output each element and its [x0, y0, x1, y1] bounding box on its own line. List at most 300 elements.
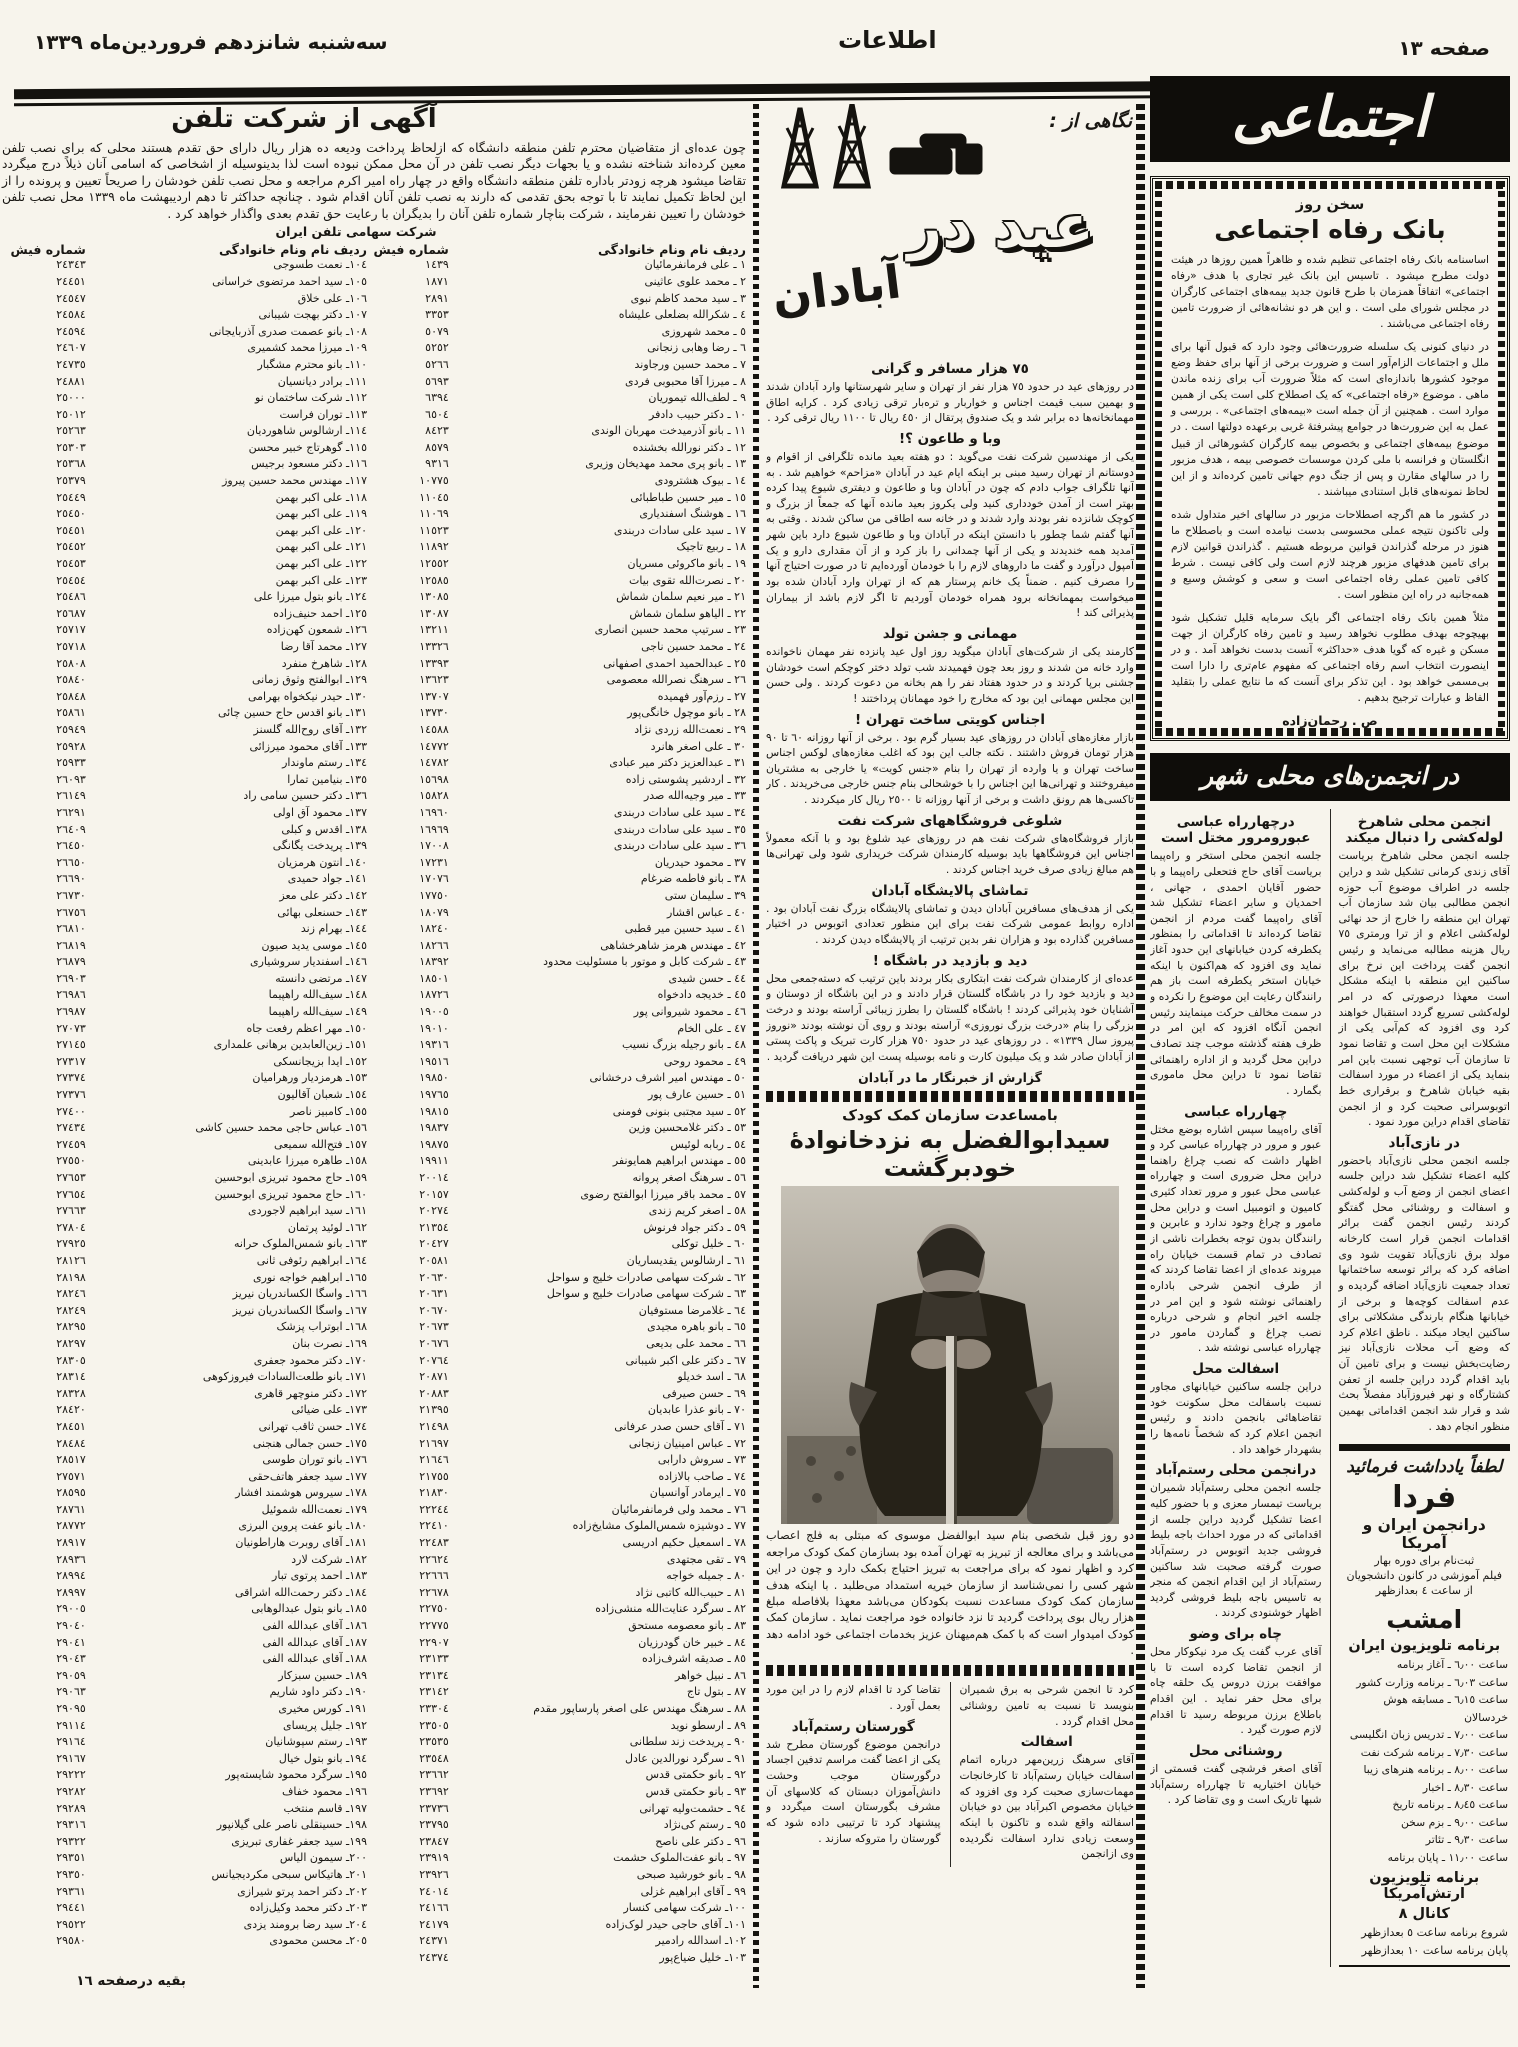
subscriber-name: ٦٥ ـ بانو باهره مجیدی: [647, 1320, 746, 1334]
subscriber-name: ۱۳٤ـ رستم ماوندار: [282, 756, 367, 770]
fiche-number: ۱۳۲۱۱: [419, 623, 449, 637]
fiche-number: ۲٦٦۹۰: [56, 872, 86, 886]
fiche-number: ۹۳۱٦: [425, 457, 449, 471]
fiche-number: ۲۸۳۰٥: [56, 1353, 86, 1367]
table-row: [2, 473, 746, 490]
feature-section: [766, 883, 1134, 948]
fiche-number: ۲۲۹۰۷: [419, 1635, 449, 1649]
fiche-number: ۲۷٦٥۳: [56, 1171, 86, 1184]
subscriber-name: ۱۱۷ـ مهندس محمد حسین پیروز: [222, 474, 367, 488]
child-article-kicker: بامساعدت سازمان کمک کودک: [842, 1108, 1058, 1125]
fiche-number: ۱۸۰۷۹: [419, 905, 449, 919]
fiche-number: ۲٥۳۰۳: [56, 440, 86, 454]
tv-schedule-item: ساعت ۱۱٫۰۰ ـ پایان برنامه: [1387, 1850, 1508, 1864]
section-heading: شلوغی فروشگاههای شرکت نفت: [837, 812, 1063, 829]
section-body: بازار فروشگاه‌های شرکت نفت هم در روزهای عید شلوغ بود و با آنکه معمولاً اجناس این فروشگاهها باید بوسیله کارمندان شرکت خریداری شود ولی تهرانی‌ها هم مبالغ زیادی صرف خرید اجناس کردند .: [766, 831, 1134, 877]
table-row: [2, 1535, 746, 1552]
table-row: [2, 938, 746, 955]
fiche-number: ۲۷۹۲٥: [56, 1237, 86, 1251]
subscriber-name: ۱۳٥ـ بنیامین تمارا: [287, 772, 367, 786]
subscriber-name: ۱۸۹ـ حسین سبزکار: [278, 1668, 367, 1682]
fiche-number: ۲۷٤۳٤: [56, 1121, 86, 1135]
fiche-number: ۲٤۷۳٥: [56, 357, 86, 371]
fiche-number: ۲۲٦٦٦: [419, 1569, 449, 1583]
subscriber-name: ۱۳۲ـ آقای روح‌الله گلسنز: [253, 722, 367, 736]
fiche-number: ۸٥۷۹: [425, 440, 449, 454]
table-row: [2, 407, 746, 424]
fiche-number: ۲٤۸۸۱: [56, 374, 86, 388]
ornament-divider: [766, 1665, 1134, 1676]
table-row: [2, 307, 746, 324]
fiche-number: ۲٥۳۷۹: [56, 474, 86, 488]
subscriber-name: ۲۰٥ـ محسن محمودی: [269, 1934, 367, 1948]
table-row: [2, 1734, 746, 1751]
subscriber-name: ۲۰۱ـ هاتیکاس سبحی مکردیجیانس: [211, 1867, 367, 1881]
subscriber-name: ۱۱٦ـ دکتر مسعود برجیس: [251, 457, 367, 471]
subscriber-name: ۷۷ ـ دوشیزه شمس‌الملوک مشایخ‌زاده: [572, 1519, 746, 1533]
council-body: آقای اصغر فرشچی گفت قسمتی از خیابان اختیاریه تا چهارراه رستم‌آباد شبها تاریک است و وی تقاضا کرد .: [1150, 1761, 1322, 1807]
fiche-number: ۲۸٤۲۰: [56, 1403, 86, 1417]
feature-section: [766, 813, 1134, 878]
subscriber-name: ۱۱۳ـ توران فراست: [279, 407, 367, 421]
council-heading: درچهارراه عباسی عبورومرور مختل است: [1160, 814, 1311, 847]
subscriber-name: ۱۲٤ـ بانو بتول میرزا علی: [253, 590, 367, 604]
subscriber-name: ۱٦۳ـ بانو شمس‌الملوک حرانه: [233, 1237, 367, 1251]
section-heading: اجناس کویتی ساخت تهران !: [855, 711, 1045, 728]
subscriber-name: ۷۹ ـ تقی مجتهدی: [666, 1552, 746, 1566]
section-heading: دید و بازدید در باشگاه !: [872, 952, 1028, 969]
subscriber-name: ۲۷ ـ رزم‌آور فهمیده: [657, 689, 746, 703]
table-row: [2, 1518, 746, 1535]
subscriber-name: ۹۱ ـ سرگرد نورالدین عادل: [624, 1751, 746, 1765]
council-heading: روشنائی محل: [1188, 1742, 1283, 1759]
subscriber-name: ۱۹۲ـ جلیل پریسای: [282, 1718, 367, 1732]
news-item: [766, 1719, 941, 1846]
fiche-number: ۲٤٦۰۷: [56, 341, 86, 355]
table-row: [2, 440, 746, 457]
fiche-number: ۲٥۸٤۸: [56, 689, 86, 703]
fiche-number: ۱۸۲٤۰: [419, 922, 449, 936]
fiche-number: [2, 1950, 86, 1967]
fiche-number: ۲٥۷۱۸: [56, 640, 86, 653]
table-row: [2, 1867, 746, 1884]
subscriber-name: ۱۸۷ـ آقای عبدالله الفی: [262, 1635, 367, 1649]
subscriber-name: ۱۰۱ـ آقای حاجی حیدر لوک‌زاده: [605, 1917, 746, 1931]
table-row: [2, 1767, 746, 1784]
subscriber-name: ۱۲٥ـ احمد حنیف‌زاده: [273, 606, 367, 620]
tv-schedule-item: ساعت ٦٫۰۰ ـ آغاز برنامه: [1396, 1658, 1508, 1672]
fiche-number: ۲۳۷۳٦: [419, 1801, 449, 1815]
subscriber-name: ٥۹ ـ دکتر جواد فرنوش: [643, 1220, 746, 1234]
fiche-number: ۲۸۳۲۸: [56, 1386, 86, 1400]
dotted-column-separator: [753, 104, 759, 1988]
reminder-lines: [1341, 1554, 1509, 1597]
subscriber-name: ۱٥۱ـ زین‌العابدین برهانی علمداری: [213, 1038, 367, 1052]
subscriber-name: ۷٦ ـ محمد ولی فرمانفرمائیان: [611, 1502, 746, 1516]
table-row: [2, 523, 746, 540]
subscriber-name: ۱۱٥ـ گوهرتاج خبیر محسن: [248, 440, 367, 454]
fiche-number: ٦٥۰٤: [425, 407, 449, 421]
table-row: [2, 573, 746, 590]
social-section-banner: اجتماعی: [1150, 76, 1510, 162]
fiche-number: ۱۹۳۱٦: [419, 1038, 449, 1052]
fiche-number: ۲۰٦۷۳: [419, 1320, 449, 1334]
social-column: [1150, 76, 1510, 1994]
table-row: [2, 1850, 746, 1867]
table-row: [2, 1220, 746, 1237]
fiche-number: ۲٦۸۱۹: [56, 938, 86, 952]
fiche-number: ۲٦۲۹۱: [56, 805, 86, 819]
fiche-number: ۲٤۱٦٦: [419, 1901, 449, 1915]
council-body: جلسه انجمن محلی استخر و راه‌پیما بریاست آقای حاج فتحعلی راه‌پیما و با حضور آقایان احمدی ، جهانی ، احمدیان و سایر اعضاء تشکیل شد آقای راه‌پیما گفت مردم از انجمن تقاضا کرده‌اند تا اقداماتی را بمنظور یکطرفه کردن خیابانهای این حدود آغاز نماید وی افزود که هم‌اکنون با اینکه خیابان استخر یکطرفه است باز هم رانندگان رعایت این موضوع را نکرده و در سمت مخالف حرکت مینمایند رئیس انجمن آنگاه افزود که این امر در ظرف هفته گذشته موجب چند تصادف دراین محل گردید و از اداره راهنمائی تقاضا نمود تا دراین محل ماموری بگمارد .: [1150, 849, 1322, 1097]
council-heading: درانجمن محلی رستم‌آباد: [1155, 1462, 1317, 1479]
subscriber-name: ۱۲۷ـ محمد آقا رضا: [280, 640, 367, 653]
subscriber-name: ۱۹۹ـ سید جعفر غفاری تبریزی: [231, 1834, 367, 1848]
fiche-number: ۲۰۷٦٤: [419, 1353, 449, 1367]
subscriber-name: ۹ ـ لطف‌الله تیموریان: [648, 391, 746, 405]
table-row: [2, 689, 746, 706]
fiche-number: ۱٤۷۸۲: [419, 756, 449, 770]
word-of-the-day-box: [1150, 176, 1510, 741]
paper-title: اطلاعات: [838, 26, 937, 54]
fiche-number: ۲۹۰٤۰: [56, 1619, 86, 1633]
subscriber-name: ۱٤۷ـ مرتضی دانسته: [275, 971, 367, 985]
table-row: [2, 1668, 746, 1685]
table-row: [2, 1104, 746, 1121]
subscriber-name: ۱٦٥ـ ابراهیم خواجه نوری: [252, 1270, 367, 1284]
table-row: [2, 1684, 746, 1701]
subscriber-name: ٤٦ ـ محمود شیروانی پور: [633, 1005, 746, 1019]
fiche-number: ۱۹٥۱٦: [419, 1054, 449, 1068]
fiche-number: ۲٥٤٥۰: [56, 507, 86, 521]
subscriber-name: ۱٦۸ـ ابوتراب پزشک: [276, 1320, 367, 1334]
fiche-number: ۲٤۱۷۹: [419, 1917, 449, 1931]
subscriber-name: ۱۷۹ـ نعمت‌الله شموئیل: [261, 1502, 367, 1516]
fiche-number: ۲۹۲۸۹: [56, 1801, 86, 1815]
fiche-number: ۲۱٦٤٦: [419, 1453, 449, 1467]
subscriber-name: ۱۸٥ـ بانو بتول عبدالوهابی: [251, 1602, 367, 1616]
fiche-number: ۲۳٥۰٥: [419, 1718, 449, 1732]
table-row: [2, 1087, 746, 1104]
ornament-border-bottom: [1155, 728, 1505, 736]
subscriber-name: ٤۷ ـ علی الخام: [677, 1021, 746, 1035]
reminder-line: فیلم آموزشی در کانون دانشجویان: [1346, 1569, 1503, 1583]
fiche-number: ۲۷۱٤٥: [56, 1038, 86, 1052]
fiche-number: ۲٥۹۲۸: [56, 739, 86, 753]
fiche-number: ۲٦٤۰۹: [56, 822, 86, 836]
table-row: [2, 1070, 746, 1087]
council-article: [1150, 1626, 1322, 1738]
fiche-number: ۲۹۱٦٤: [56, 1735, 86, 1749]
subscriber-name: ۱۷٤ـ حسن ثاقب تهرانی: [258, 1419, 367, 1433]
tv-schedule-item: ساعت ۸٫٤٥ ـ برنامه تاریخ: [1392, 1798, 1508, 1812]
subscriber-name: ۱۰۳ـ خلیل ضیاع‌پور: [659, 1950, 746, 1964]
fiche-number: ٥۰۷۹: [425, 324, 449, 338]
fiche-number: ۲۹٥۸۰: [56, 1934, 86, 1948]
subscriber-name: ٤۰ ـ عباس اقشار: [667, 905, 746, 919]
fiche-number: ۲٥۲٦۳: [56, 424, 86, 438]
subscriber-name: ۱٦٦ـ واسگا الکساندریان نیریز: [232, 1287, 367, 1301]
subscriber-name: ٦ ـ رضا وهابی زنجانی: [647, 341, 746, 355]
subscriber-table: [2, 242, 746, 1966]
photo-seyyed-abolfazl: [781, 1186, 1119, 1524]
fiche-number: ۲۷٦٥٤: [56, 1187, 86, 1201]
council-items-right: [1339, 814, 1511, 1434]
subscriber-name: ۲۹ ـ نعمت‌الله زردی نژاد: [634, 722, 746, 736]
table-row: [2, 506, 746, 523]
council-article: [1339, 1135, 1511, 1435]
table-row: [2, 871, 746, 888]
subscriber-name: ٦۰ ـ خلیل توکلی: [671, 1237, 746, 1251]
fiche-number: ۲٥٦۸۷: [56, 606, 86, 620]
table-row: [2, 1253, 746, 1270]
fiche-number: ۲۹۳٦۱: [56, 1884, 86, 1898]
subscriber-name: ۱٦۷ـ واسگا الکساندریان نیریز: [232, 1303, 367, 1317]
fiche-number: ۲۰٦۷٦: [419, 1336, 449, 1350]
subscriber-name: ۱۷٦ـ بانو توران طوسی: [262, 1453, 367, 1467]
continuation-column-right: [960, 1682, 1135, 1866]
subscriber-name: ٥٦ ـ سرهنگ اصغر پروانه: [632, 1171, 746, 1184]
fiche-number: ۱٤۷۷۲: [419, 739, 449, 753]
fiche-number: ۲٤۳۷٤: [419, 1950, 449, 1964]
council-article: [1150, 814, 1322, 1098]
fiche-number: ۲۸۹۱۷: [56, 1536, 86, 1550]
subscriber-name: ۱٦۱ـ سید ابراهیم لاجوردی: [247, 1204, 367, 1218]
table-row: [2, 257, 746, 274]
fiche-number: ۲٤٤٥۱: [56, 274, 86, 288]
council-article: [1150, 1361, 1322, 1457]
subscriber-name: ۲ ـ محمد علوی عاثینی: [644, 274, 746, 288]
subscriber-name: ۱۰٤ـ نعمت طسوجی: [273, 258, 367, 272]
subscriber-name: ۱۲۰ـ علی اکبر بهمن: [275, 523, 367, 537]
ad-signature: شرکت سهامی تلفن ایران: [275, 224, 437, 240]
council-article: [1150, 1104, 1322, 1357]
council-items-left: [1150, 814, 1322, 1808]
subscriber-name: ۹٤ ـ حشمت‌ولیه تهرانی: [639, 1801, 746, 1815]
fiche-number: ۲٥۰۱۲: [56, 407, 86, 421]
fiche-number: ۲۹۰۰٥: [56, 1602, 86, 1616]
header-name-a: ردیف نام ونام خانوادگی: [598, 242, 746, 258]
subscriber-name: ۱٦۲ـ لوئید پرتمان: [287, 1220, 367, 1234]
fiche-number: ۲۸٤٥۱: [56, 1419, 86, 1433]
subscriber-name: ۱٥۸ـ طاهره میرزا عابدینی: [247, 1154, 367, 1168]
table-row: [2, 1170, 746, 1187]
fiche-number: ۲٦۰۹۳: [56, 772, 86, 786]
child-article-body: دو روز قبل شخصی بنام سید ابوالفضل موسوی که مبتلی به فلج اعصاب می‌باشد و برای معالجه از تبریز به تهران آمده بود بسازمان کمک کودک مراجعه کرد و اظهار نمود که برای مراجعت به تبریز احتیاج بکمک دارد و چون در این شهر کسی را نمی‌شناسد از سازمان خیریه استمداد می‌طلبد . با اینکه هدف سازمان کمک کودک مساعدت نسبت بکودکان می‌باشد معهذا بلافاصله مبلغ هزار ریال بوی پرداخت گردید تا نزد خانواده خود مراجعت نماید . سازمان کمک کودک امیدوار است که با کمک هم‌میهنان عزیز بخدمات اجتماعی خود ادامه دهد .: [766, 1529, 1134, 1658]
subscriber-name: ۲۱ ـ میر نعیم سلمان شماش: [616, 590, 746, 604]
fiche-number: ۲۷۰۷۳: [56, 1021, 86, 1035]
fiche-number: ۱۳۰۸۷: [419, 606, 449, 620]
subscriber-name: ۲٤ ـ محمد حسین ناجی: [641, 640, 746, 653]
fiche-number: ۲۷٥٥۰: [56, 1154, 86, 1168]
fiche-number: ۲۹۰٥۹: [56, 1668, 86, 1682]
table-row: [2, 1120, 746, 1137]
subscriber-name: ۹۰ ـ پریدخت زند سلطانی: [629, 1735, 746, 1749]
fiche-number: ۲۰۱٥۷: [419, 1187, 449, 1201]
feature-masthead: [766, 104, 1134, 356]
fiche-number: ۲۷۳۷٦: [56, 1088, 86, 1102]
table-row: [2, 1618, 746, 1635]
subscriber-name: ٤۳ ـ شرکت کابل و موتور با مسئولیت محدود: [543, 955, 746, 969]
subscriber-name: ۱۲٦ـ شمعون کهن‌زاده: [266, 623, 367, 637]
subscriber-name: ۸۰ ـ جمیله خواجه: [666, 1569, 746, 1583]
continuation-column-left: [766, 1682, 951, 1866]
editorial-paragraph: در دنیای کنونی یک سلسله ضرورت‌هائی وجود دارد که قبول آنها برای ملل و اجتماعات الزام‌آور است و ضرورت برخی از آنها برای حفظ وضع موجود کشورها باندازه‌ای است که مثلاً ضرورت آب برای زنده ماندن ماهی . موضوع «رفاه اجتماعی» که یک اصطلاح کلی است یکی از همین موارد است . همچنین از آن جمله است «بیمه‌های اجتماعی» . بررسی و عمل به این ضرورت‌ها در جوامع پیشرفتهٔ غربی برعهده دولتها است . در موضوع بیمه‌های اجتماعی و بخصوص بیمه کارگران کشورهائی از قبیل انگلستان و فرانسه با ملی کردن موسسات خصوصی بیمه ، هدف مزبور را در سالهای مقارن و پس از جنگ دوم جهانی تامین کرده‌اند و از این لحاظ نمونه‌های قابل استنادی میباشند .: [1171, 340, 1489, 498]
fiche-number: ۲۳۱۳۳: [419, 1652, 449, 1666]
fiche-number: ۲۸٥۱۷: [56, 1453, 86, 1467]
table-row: [2, 490, 746, 507]
editorial-headline: بانک رفاه اجتماعی: [1214, 215, 1446, 244]
fiche-number: ۲٥۸٦۱: [56, 706, 86, 720]
fiche-number: ۱۱۰٤٥: [419, 490, 449, 504]
table-row: [2, 1402, 746, 1419]
table-row: [2, 822, 746, 839]
fiche-number: ۲۱۷٥٥: [419, 1469, 449, 1483]
subscriber-name: ۲۰٤ـ سید رضا برومند یزدی: [243, 1917, 367, 1931]
table-row: [2, 589, 746, 606]
army-tv-title: برنامه تلویزیون ارتش‌آمریکا: [1369, 1870, 1480, 1903]
subscriber-name: ۱٦٤ـ ابراهیم رئوفی ثانی: [256, 1253, 367, 1267]
subscriber-name: ۱٦۰ـ حاج محمود تبریزی ابوحسین: [214, 1187, 367, 1201]
subscriber-name: ۸٤ ـ خبیر خان گودرزیان: [638, 1635, 746, 1649]
table-row: [2, 324, 746, 341]
fiche-number: ۲۸۲٤٦: [56, 1287, 86, 1301]
ornament-border-right: [1498, 181, 1505, 736]
fiche-number: ۲٦۸۱۰: [56, 922, 86, 936]
header-name-b: ردیف نام ونام خانوادگی: [219, 242, 367, 258]
council-body: دراین جلسه ساکنین خیابانهای مجاور نسبت باسفالت محل سکونت خود تقاضاهائی بانجمن دادند و رئیس انجمن اعلام کرد که شخصاً نامه‌ها را بشهردار خواهد داد .: [1150, 1380, 1322, 1456]
council-subcolumn-left: [1150, 809, 1331, 1967]
fiche-number: ۱۷۰۰۸: [419, 839, 449, 853]
council-news-continuation: [766, 1682, 1134, 1866]
fiche-number: ۲۰٥۸۱: [419, 1253, 449, 1267]
fiche-number: ۲٤۳۷۱: [419, 1934, 449, 1948]
subscriber-name: ۱۹٤ـ بانو بتول خیال: [278, 1751, 367, 1765]
fiche-number: ۲٦٦٥۰: [56, 855, 86, 869]
fiche-number: ۱۸٥۰۱: [419, 971, 449, 985]
subscriber-name: ۱۳۹ـ پریدخت یگانگی: [272, 839, 367, 853]
table-row: [2, 921, 746, 938]
fiche-number: ۱۳٦۲۳: [419, 673, 449, 687]
section-body: عده‌ای از کارمندان شرکت نفت ابتکاری بکار بردند باین ترتیب که دسته‌جمعی محل دید و بازدید خود را در باشگاه گلستان قرار دادند و در این باشگاه از دوستان و آشنایان خود پذیرائی کردند ! باشگاه گلستان را بطرز زیبائی آراسته بودند و درخت بزرگی را بنام «درخت بزرگ نوروزی» آراسته بودند و روی آن نوشته بودند «نوروز پیروز سال ۱۳۳۹» . در روزهای عید در حدود ۷٥۰ هزار کارت تبریک و پاکت پستی از آبادان صادر شد و یک میلیون کارت و نامه بوسیله پست این شهر دریافت گردید .: [766, 971, 1134, 1063]
subscriber-name: ۱٤٦ـ اسفندیار سروشیاری: [249, 955, 367, 969]
fiche-number: ۱۸۳۹۲: [419, 955, 449, 969]
subscriber-name: ۸٦ ـ نبیل خواهر: [675, 1668, 746, 1682]
council-article: [1150, 1743, 1322, 1808]
council-article: [1339, 814, 1511, 1130]
editorial-signature: ص . رحمان‌زاده: [1282, 713, 1378, 729]
subscriber-name: ۱٥۲ـ ایدا بزیجانسکی: [273, 1054, 367, 1068]
table-row: [2, 1502, 746, 1519]
child-article-headline: سیدابوالفضل به نزدخانوادهٔ خودبرگشت: [789, 1126, 1111, 1183]
news-body: کرد تا انجمن شرحی به برق شمیران بنویسد تا نسبت به تامین روشنائی محل اقدام گردد .: [959, 1683, 1134, 1728]
fiche-number: ۲۰۲۷٤: [419, 1204, 449, 1218]
fiche-number: ۲٤٥٤۷: [56, 291, 86, 305]
subscriber-name: ۷۲ ـ عباس امینیان زنجانی: [628, 1436, 746, 1450]
fiche-number: ۲۳۳۰٤: [419, 1702, 449, 1715]
table-row: [2, 788, 746, 805]
table-row: [2, 672, 746, 689]
feature-section: [766, 626, 1134, 707]
fiche-number: ۱۹۸۱٥: [419, 1104, 449, 1118]
tv-schedule-item: ساعت ۷٫۰۰ ـ تدریس زبان انگلیسی: [1349, 1728, 1508, 1742]
table-row: [2, 1419, 746, 1436]
fiche-number: ۱۳۳۲٦: [419, 640, 449, 653]
subscriber-name: ٥٥ ـ مهندس ابراهیم همایونفر: [612, 1154, 746, 1168]
subscriber-name: ۱۲ ـ دکتر نورالله بخشنده: [632, 440, 746, 454]
tomorrow-label: فردا: [1392, 1480, 1457, 1516]
subscriber-name: ٤۸ ـ بانو رجیله بزرگ نسیب: [622, 1038, 746, 1052]
fiche-number: ۲۷٥۷۱: [56, 1469, 86, 1483]
subscriber-name: ۷٤ ـ صاحب بالازاده: [658, 1469, 746, 1483]
army-tv-start: شروع برنامه ساعت ٥ بعدازظهر: [1361, 1926, 1508, 1940]
subscriber-name: ۱٤۳ـ حسنعلی بهائی: [277, 905, 367, 919]
news-item: [960, 1734, 1135, 1861]
subscriber-name: ۸۲ ـ سرگرد عنایت‌الله منشی‌زاده: [595, 1602, 746, 1616]
reminder-line: از ساعت ٤ بعدازظهر: [1375, 1584, 1473, 1598]
table-row: [2, 838, 746, 855]
fiche-number: ۲٥۹٤۹: [56, 722, 86, 736]
feature-column: [766, 104, 1134, 1994]
ornate-column-separator: [1136, 104, 1145, 1988]
subscriber-name: ۱۲۸ـ شاهرخ منفرد: [281, 656, 367, 670]
subscriber-name: ۱۰۷ـ دکتر بهجت شیبانی: [258, 308, 367, 322]
table-row: [2, 1270, 746, 1287]
subscriber-name: ۱۸ ـ ربیع تاجیک: [676, 540, 746, 554]
council-body: آقای راه‌پیما سپس اشاره بوضع مختل عبور و مرور در چهارراه عباسی کرد و اظهار داشت که نصب چراغ راهنما دراین محل ضروری است و چهارراه عباسی محل عبور و مرور تعداد کثیری کامیون و اتومبیل است و دراین محل مامور و چراغ وجود ندارد و عابرین و رانندگان بدون توجه بخطرات ناشی از تصادف در تمام قسمت خیابان راه میروند عده‌ای از اعضا تقاضا کردند که از طرف انجمن شرحی باداره راهنمائی نوشته شود و این امر در جلسه اخیر انجام و شرحی درباره نصب چراغ و گماردن مامور در چهارراه عباسی نوشته شد .: [1150, 1122, 1322, 1355]
header-fiche-b: شماره فیش: [10, 242, 86, 258]
fiche-number: ۲۲۷۷٥: [419, 1619, 449, 1633]
subscriber-name: ۹۲ ـ بانو حکمتی قدس: [645, 1768, 746, 1782]
fiche-number: ۲۹۳٥۰: [56, 1867, 86, 1881]
fiche-number: ۲٥۰۰۰: [56, 391, 86, 405]
section-body: کارمند یکی از شرکت‌های آبادان میگوید روز اول عید پانزده نفر مهمان ناخوانده وارد خانه من شدند و روز بعد چون فهمیدند شب تولد دختر کوچکم است خودشان جشنی برپا کردند و در حدود هفتاد نفر را هم بخانه من دعوت کردند . ولی حسن این مجلس مهمانی این بود که مخارج را خود مهمانان پرداختند !: [766, 644, 1134, 705]
subscriber-name: ۱٤۹ـ سیف‌الله راهپیما: [268, 1005, 367, 1019]
subscriber-name: ۲۳ ـ سرتیپ محمد حسین انصاری: [594, 623, 746, 637]
table-row: [2, 374, 746, 391]
section-body: بازار مغازه‌های آبادان در روزهای عید بسیار گرم بود . برخی از آنها روزانه ٦۰ تا ۹۰ هزار تومان فروش داشتند . نکته جالب این بود که اغلب مغازه‌های لوکس اجناس ساخت تهران و یا وارده از تهران را بنام «جنس کویت» یا خارجی به مشتریان میفروختند و تهرانی‌ها این اجناس را با خوشحالی بنام جنس خارجی می‌خریدند . کار تاکسی‌ها هم رونق داشت و برخی از آنها روزانه تا ۲٥۰۰ ریال کار میکردند .: [766, 730, 1134, 807]
fiche-number: ۱۹۹۱۱: [419, 1154, 449, 1168]
subscriber-name: ۱٥۳ـ هرمزدیار ورهرامیان: [252, 1071, 367, 1085]
subscriber-name: ۱۱۰ـ بانو محترم مشگبار: [257, 357, 367, 371]
table-row: [2, 1153, 746, 1170]
subscriber-name: ۸۹ ـ ارسطو نوید: [670, 1718, 746, 1732]
fiche-number: ۲٦۹۸۷: [56, 1005, 86, 1019]
fiche-number: ۱٤۳۹: [425, 258, 449, 272]
table-row: [2, 722, 746, 739]
subscriber-name: ۱۷۳ـ علی ضیائی: [291, 1403, 367, 1417]
subscriber-name: ۱۱۱ـ برادر دیانسیان: [277, 374, 367, 388]
subscriber-name: ۱۱ ـ بانو آذرمیدخت مهربان الوندی: [591, 424, 746, 438]
subscriber-name: ٤۱ ـ سید حسین میر قطبی: [624, 922, 746, 936]
feature-section: [766, 361, 1134, 426]
table-row: [2, 274, 746, 291]
news-body: تقاضا کرد تا اقدام لازم را در این مورد بعمل آورد .: [766, 1683, 941, 1713]
fiche-number: ۲۳٦۹۲: [419, 1784, 449, 1798]
fiche-number: ۲۲٤۱۰: [419, 1519, 449, 1533]
fiche-number: ۲۳۱٤۲: [419, 1685, 449, 1699]
fiche-number: ۲٥۸۰۸: [56, 656, 86, 670]
feature-section: [766, 431, 1134, 621]
council-news: [1150, 809, 1510, 1967]
council-article: [1150, 1462, 1322, 1621]
news-body: آقای سرهنگ زرین‌مهر درباره اتمام اسفالت خیابان رستم‌آباد تا کارخانجات مهمات‌سازی صحبت کرد وی افزود که خیابان مخصوص اکبرآباد بین دو خیابان اسفالته واقع شده و تاکنون با اینکه وسعت زیادی ندارد اسفالت نگردیده وی ازانجمن: [959, 1753, 1134, 1861]
fiche-number: ۲٦۸۷۹: [56, 955, 86, 969]
feature-kicker: نگاهی از :: [1049, 110, 1132, 132]
table-row: [2, 1552, 746, 1569]
phone-company-ad: [2, 104, 746, 1989]
fiche-number: ۲۰٤۲۷: [419, 1237, 449, 1251]
